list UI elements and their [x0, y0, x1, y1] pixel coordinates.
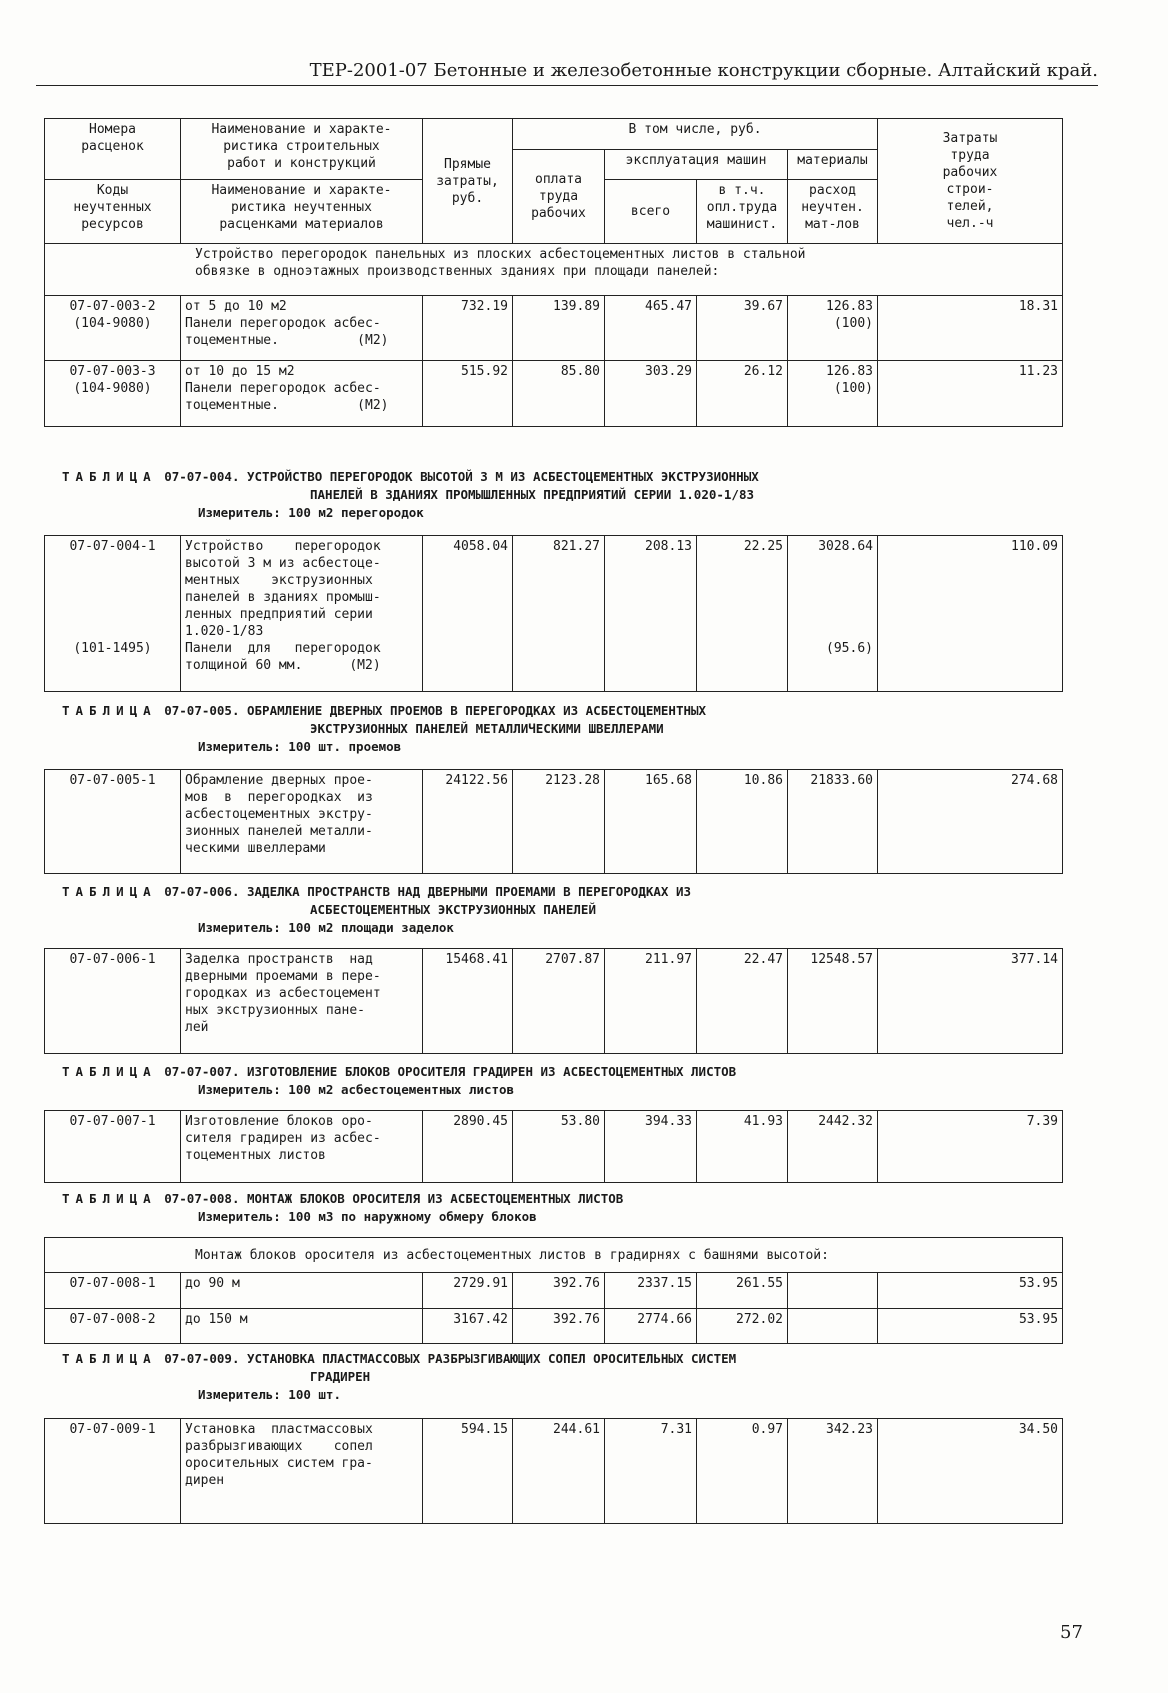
table-row: [45, 949, 1063, 1054]
materials: 12548.57: [788, 949, 878, 1054]
header-including: В том числе, руб.: [513, 119, 878, 150]
workers-pay: 53.80: [513, 1111, 605, 1183]
caption-text: 07-07-007. ИЗГОТОВЛЕНИЕ БЛОКОВ ОРОСИТЕЛЯ ГРАДИРЕН ИЗ АСБЕСТОЦЕМЕНТНЫХ ЛИСТОВ: [164, 1064, 737, 1079]
table-caption-008: [62, 1190, 1082, 1226]
direct-costs: 3167.42: [423, 1309, 513, 1344]
header-materials-unaccounted: расход неучтен. мат-лов: [788, 180, 878, 244]
page-header: ТЕР-2001-07 Бетонные и железобетонные конструкции сборные. Алтайский край.: [36, 56, 1098, 86]
machines-total: 208.13: [605, 536, 697, 692]
work-name: до 90 м: [181, 1273, 423, 1309]
caption-prefix: ТАБЛИЦА: [62, 884, 157, 899]
work-name: Установка пластмассовых разбрызгивающих сопел оросительных систем гра- дирен: [181, 1419, 423, 1524]
caption-text-line2: ПАНЕЛЕЙ В ЗДАНИЯХ ПРОМЫШЛЕННЫХ ПРЕДПРИЯТИЙ СЕРИИ 1.020-1/83: [310, 487, 755, 502]
measure-unit: Измеритель: 100 м2 перегородок: [198, 505, 424, 520]
caption-text-line2: ГРАДИРЕН: [310, 1369, 371, 1384]
header-rate-numbers: Номера расценок: [45, 119, 181, 180]
header-resource-codes: Коды неучтенных ресурсов: [45, 180, 181, 244]
rates-table-006: [44, 948, 1063, 1054]
labor-costs: 274.68: [878, 770, 1063, 874]
labor-costs: 110.09: [878, 536, 1063, 692]
machines-total: 2774.66: [605, 1309, 697, 1344]
materials: 21833.60: [788, 770, 878, 874]
header-workers-pay: оплата труда рабочих: [513, 150, 605, 244]
rate-code: 07-07-003-3 (104-9080): [45, 361, 181, 427]
measure-unit: Измеритель: 100 м2 площади заделок: [198, 920, 454, 935]
labor-costs: 377.14: [878, 949, 1063, 1054]
caption-prefix: ТАБЛИЦА: [62, 1191, 157, 1206]
caption-prefix: ТАБЛИЦА: [62, 1351, 157, 1366]
caption-text: 07-07-004. УСТРОЙСТВО ПЕРЕГОРОДОК ВЫСОТОЙ 3 М ИЗ АСБЕСТОЦЕМЕНТНЫХ ЭКСТРУЗИОННЫХ: [164, 469, 759, 484]
machinists-pay: 22.47: [697, 949, 788, 1054]
caption-text: 07-07-008. МОНТАЖ БЛОКОВ ОРОСИТЕЛЯ ИЗ АСБЕСТОЦЕМЕНТНЫХ ЛИСТОВ: [164, 1191, 624, 1206]
section-title: Монтаж блоков оросителя из асбестоцементных листов в градирнях с башнями высотой:: [45, 1238, 1063, 1273]
workers-pay: 139.89: [513, 296, 605, 361]
table-row: [45, 296, 1063, 361]
header-materials: материалы: [788, 150, 878, 180]
machines-total: 211.97: [605, 949, 697, 1054]
rate-code: 07-07-004-1 (101-1495): [45, 536, 181, 692]
materials: [788, 1273, 878, 1309]
machines-total: 465.47: [605, 296, 697, 361]
workers-pay: 392.76: [513, 1273, 605, 1309]
page-number: 57: [1060, 1622, 1083, 1643]
machinists-pay: 22.25: [697, 536, 788, 692]
labor-costs: 34.50: [878, 1419, 1063, 1524]
machinists-pay: 26.12: [697, 361, 788, 427]
direct-costs: 2729.91: [423, 1273, 513, 1309]
materials: [788, 1309, 878, 1344]
measure-unit: Измеритель: 100 м2 асбестоцементных листов: [198, 1082, 515, 1097]
labor-costs: 18.31: [878, 296, 1063, 361]
materials: 342.23: [788, 1419, 878, 1524]
work-name: от 10 до 15 м2 Панели перегородок асбес- тоцементные. (М2): [181, 361, 423, 427]
machines-total: 2337.15: [605, 1273, 697, 1309]
table-caption-004: [62, 468, 1082, 522]
caption-text-line2: АСБЕСТОЦЕМЕНТНЫХ ЭКСТРУЗИОННЫХ ПАНЕЛЕЙ: [310, 902, 596, 917]
workers-pay: 2707.87: [513, 949, 605, 1054]
direct-costs: 4058.04: [423, 536, 513, 692]
rate-code: 07-07-008-2: [45, 1309, 181, 1344]
materials: 3028.64 (95.6): [788, 536, 878, 692]
labor-costs: 53.95: [878, 1273, 1063, 1309]
rates-table-005: [44, 769, 1063, 874]
rates-table-003: [44, 118, 1063, 427]
workers-pay: 392.76: [513, 1309, 605, 1344]
header-labor-costs: Затраты труда рабочих строи- телей, чел.-ч: [878, 119, 1063, 244]
table-row: [45, 770, 1063, 874]
machines-total: 7.31: [605, 1419, 697, 1524]
caption-text-line2: ЭКСТРУЗИОННЫХ ПАНЕЛЕЙ МЕТАЛЛИЧЕСКИМИ ШВЕЛЛЕРАМИ: [310, 721, 664, 736]
workers-pay: 244.61: [513, 1419, 605, 1524]
materials: 2442.32: [788, 1111, 878, 1183]
machinists-pay: 39.67: [697, 296, 788, 361]
work-name: Обрамление дверных прое- мов в перегородках из асбестоцементных экстру- зионных панелей металли- ческими швеллерами: [181, 770, 423, 874]
materials: 126.83 (100): [788, 361, 878, 427]
table-row: [45, 536, 1063, 692]
table-caption-009: [62, 1350, 1082, 1404]
caption-prefix: ТАБЛИЦА: [62, 469, 157, 484]
direct-costs: 732.19: [423, 296, 513, 361]
workers-pay: 821.27: [513, 536, 605, 692]
workers-pay: 85.80: [513, 361, 605, 427]
rates-table-008: [44, 1237, 1063, 1344]
header-direct-costs: Прямые затраты, руб.: [423, 119, 513, 244]
labor-costs: 7.39: [878, 1111, 1063, 1183]
materials: 126.83 (100): [788, 296, 878, 361]
table-caption-006: [62, 883, 1082, 937]
direct-costs: 2890.45: [423, 1111, 513, 1183]
table-row: [45, 1309, 1063, 1344]
caption-prefix: ТАБЛИЦА: [62, 703, 157, 718]
rate-code: 07-07-008-1: [45, 1273, 181, 1309]
machinists-pay: 10.86: [697, 770, 788, 874]
direct-costs: 24122.56: [423, 770, 513, 874]
table-caption-007: [62, 1063, 1082, 1099]
table-row: [45, 1273, 1063, 1309]
machines-total: 394.33: [605, 1111, 697, 1183]
header-materials-name: Наименование и характе- ристика неучтенных расценками материалов: [181, 180, 423, 244]
measure-unit: Измеритель: 100 шт.: [198, 1387, 341, 1402]
machinists-pay: 272.02: [697, 1309, 788, 1344]
direct-costs: 515.92: [423, 361, 513, 427]
work-name: Изготовление блоков оро- сителя градирен из асбес- тоцементных листов: [181, 1111, 423, 1183]
labor-costs: 11.23: [878, 361, 1063, 427]
rates-table-004: [44, 535, 1063, 692]
work-name: от 5 до 10 м2 Панели перегородок асбес- тоцементные. (М2): [181, 296, 423, 361]
caption-text: 07-07-005. ОБРАМЛЕНИЕ ДВЕРНЫХ ПРОЕМОВ В ПЕРЕГОРОДКАХ ИЗ АСБЕСТОЦЕМЕНТНЫХ: [164, 703, 707, 718]
machines-total: 303.29: [605, 361, 697, 427]
table-row: [45, 361, 1063, 427]
rate-code: 07-07-007-1: [45, 1111, 181, 1183]
machinists-pay: 0.97: [697, 1419, 788, 1524]
workers-pay: 2123.28: [513, 770, 605, 874]
header-machines: эксплуатация машин: [605, 150, 788, 180]
rate-code: 07-07-005-1: [45, 770, 181, 874]
caption-text: 07-07-009. УСТАНОВКА ПЛАСТМАССОВЫХ РАЗБРЫЗГИВАЮЩИХ СОПЕЛ ОРОСИТЕЛЬНЫХ СИСТЕМ: [164, 1351, 737, 1366]
rates-table-009: [44, 1418, 1063, 1524]
work-name: Устройство перегородок высотой 3 м из асбестоце- ментных экструзионных панелей в зданиях промыш- ленных предприятий серии 1.020-1/83 Панели для перегородок толщиной 60 мм. (М2): [181, 536, 423, 692]
work-name: Заделка пространств над дверными проемами в пере- городках из асбестоцемент ных экструзионных пане- лей: [181, 949, 423, 1054]
rate-code: 07-07-006-1: [45, 949, 181, 1054]
header-work-name: Наименование и характе- ристика строительных работ и конструкций: [181, 119, 423, 180]
machinists-pay: 41.93: [697, 1111, 788, 1183]
caption-text: 07-07-006. ЗАДЕЛКА ПРОСТРАНСТВ НАД ДВЕРНЫМИ ПРОЕМАМИ В ПЕРЕГОРОДКАХ ИЗ: [164, 884, 692, 899]
caption-prefix: ТАБЛИЦА: [62, 1064, 157, 1079]
table-row: [45, 1419, 1063, 1524]
header-machines-total: всего: [605, 180, 697, 244]
work-name: до 150 м: [181, 1309, 423, 1344]
direct-costs: 594.15: [423, 1419, 513, 1524]
table-caption-005: [62, 702, 1082, 756]
labor-costs: 53.95: [878, 1309, 1063, 1344]
table-row: [45, 1111, 1063, 1183]
rate-code: 07-07-003-2 (104-9080): [45, 296, 181, 361]
measure-unit: Измеритель: 100 шт. проемов: [198, 739, 402, 754]
section-title: Устройство перегородок панельных из плоских асбестоцементных листов в стальной обвязке в одноэтажных производственных зданиях при площади панелей:: [45, 244, 1063, 296]
rate-code: 07-07-009-1: [45, 1419, 181, 1524]
measure-unit: Измеритель: 100 м3 по наружному обмеру блоков: [198, 1209, 537, 1224]
header-machinists-pay: в т.ч. опл.труда машинист.: [697, 180, 788, 244]
rates-table-007: [44, 1110, 1063, 1183]
direct-costs: 15468.41: [423, 949, 513, 1054]
machinists-pay: 261.55: [697, 1273, 788, 1309]
machines-total: 165.68: [605, 770, 697, 874]
